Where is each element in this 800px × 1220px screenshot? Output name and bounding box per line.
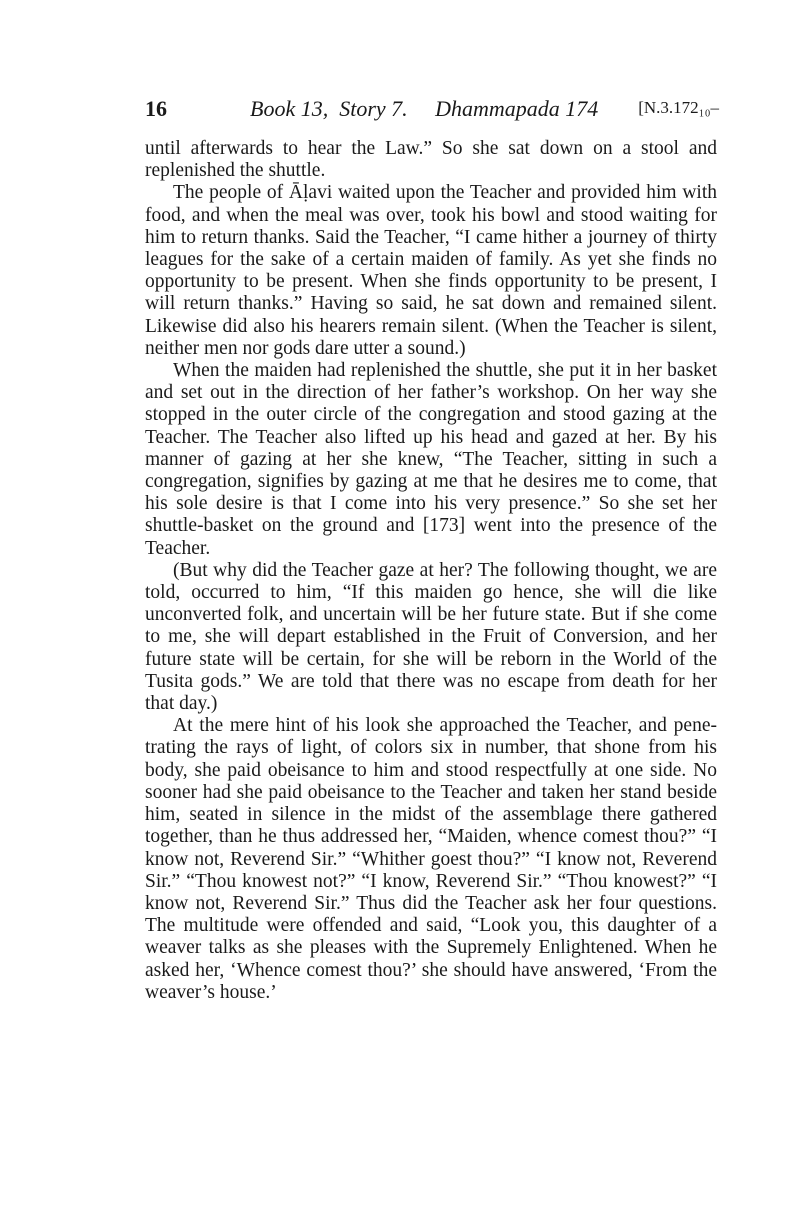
- book-page: [145, 96, 717, 1004]
- paragraph: When the maiden had replenished the shuttle, she put it in her basket and set out in the direction of her father’s workshop. On her way she stopped in the outer circle of the congregation and stood gazing at the Teacher. The Teacher also lifted up his head and gazed at her. By his manner of gazing at her she knew, “The Teacher, sitting in such a congregation, signifies by gazing at me that he desires me to come, that his sole desire is that I come into his very presence.” So she set her shuttle-basket on the ground and [173] went into the presence of the Teacher.: [145, 360, 717, 559]
- paragraph: The people of Āḷavi waited upon the Teacher and provided him with food, and when the meal was over, took his bowl and stood waiting for him to return thanks. Said the Teacher, “I came hither a journey of thirty leagues for the sake of a certain maiden of family. As yet she finds no opportunity to be present. When she finds opportunity to be present, I will return thanks.” Having so said, he sat down and remained silent. Likewise did also his hearers remain silent. (When the Teacher is silent, neither men nor gods dare utter a sound.): [145, 182, 717, 359]
- page-reference: [N.3.172₁₀–: [638, 98, 719, 117]
- paragraph: until afterwards to hear the Law.” So she sat down on a stool and replenished the shuttle.: [145, 138, 717, 182]
- paragraph: (But why did the Teacher gaze at her? The following thought, we are told, occurred to him, “If this maiden go hence, she will die like unconverted folk, and uncertain will be her future state. But if she come to me, she will depart established in the Fruit of Conversion, and her future state will be certain, for she will be reborn in the World of the Tusita gods.” We are told that there was no escape from death for her that day.): [145, 559, 717, 715]
- page-number: 16: [145, 96, 167, 121]
- paragraph: At the mere hint of his look she approached the Teacher, and penetrating the rays of light, of colors six in number, that shone from his body, she paid obeisance to him and stood respectfully at one side. No sooner had she paid obeisance to the Teacher and taken her stand beside him, seated in silence in the midst of the assemblage there gathered together, than he thus addressed her, “Maiden, whence comest thou?” “I know not, Reverend Sir.” “Whither goest thou?” “I know not, Reverend Sir.” “Thou knowest not?” “I know, Reverend Sir.” “Thou knowest?” “I know not, Reverend Sir.” Thus did the Teacher ask her four questions. The multitude were offended and said, “Look you, this daughter of a weaver talks as she pleases with the Supremely Enlightened. When he asked her, ‘Whence comest thou?’ she should have answered, ‘From the weaver’s house.’: [145, 715, 717, 1003]
- body-text: [145, 138, 717, 1004]
- running-title: Book 13, Story 7. Dhammapada 174: [250, 96, 599, 121]
- page-header: [145, 96, 717, 130]
